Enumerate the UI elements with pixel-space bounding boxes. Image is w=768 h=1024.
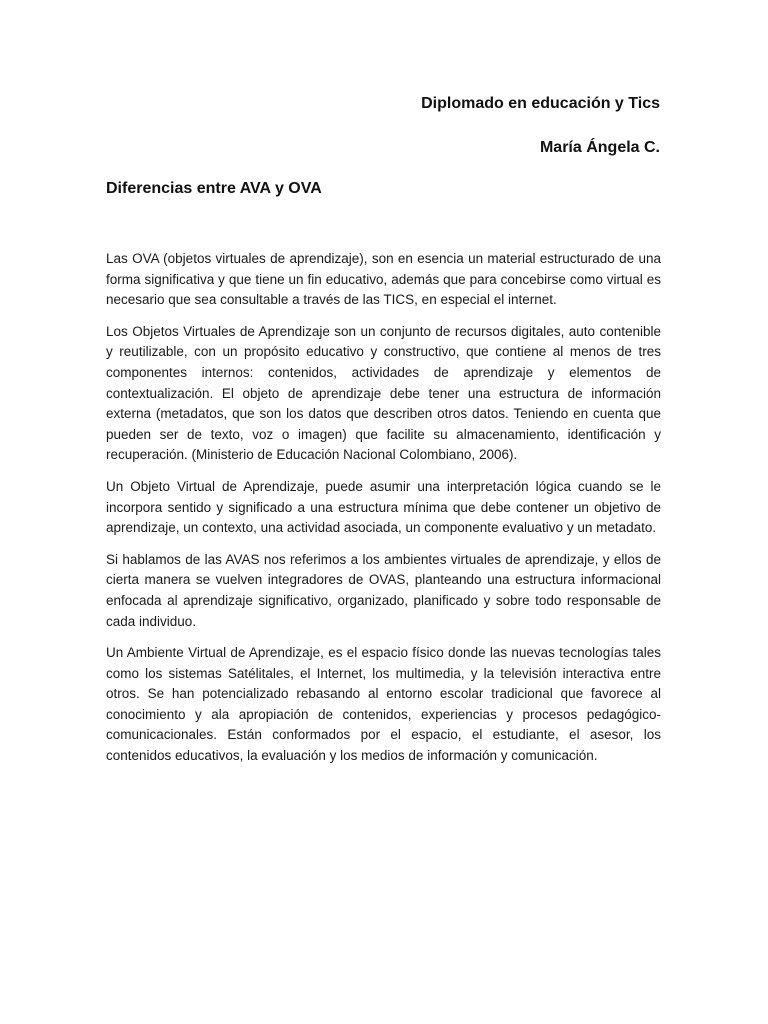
paragraph-ova-interpretation: Un Objeto Virtual de Aprendizaje, puede asumir una interpretación lógica cuando se le incorpora sentido y significado a una estructura mínima que debe contener un objetivo de aprendizaje, un contexto, una actividad asociada, un componente evaluativo y un metadato. [106,478,661,536]
author-heading: María Ángela C. [539,139,660,156]
paragraph-ova-components: Los Objetos Virtuales de Aprendizaje son un conjunto de recursos digitales, auto contenible y reutilizable, con un propósito educativo y constructivo, que contiene al menos de tres componentes internos: contenidos, actividades de aprendizaje y elementos de contextualización. El objeto de aprendizaje debe tener una estructura de información externa (metadatos, que son los datos que describen otros datos. Teniendo en cuenta que pueden ser de texto, voz o imagen) que facilite su almacenamiento, identificación y recuperación. (Ministerio de Educación Nacional Colombiano, 2006). [106,323,661,463]
document-body [106,249,661,778]
paragraph-avas: Si hablamos de las AVAS nos referimos a los ambientes virtuales de aprendizaje, y ellos de cierta manera se vuelven integradores de OVAS, planteando una estructura informacional enfocada al aprendizaje significativo, organizado, planificado y sobre todo responsable de cada individuo. [106,551,661,629]
course-heading: Diplomado en educación y Tics [421,95,660,112]
paragraph-ava-definition: Un Ambiente Virtual de Aprendizaje, es el espacio físico donde las nuevas tecnologías tales como los sistemas Satélitales, el Internet, los multimedia, y la televisión interactiva entre otros. Se han potencializado rebasando al entorno escolar tradicional que favorece al conocimiento y ala apropiación de contenidos, experiencias y procesos pedagógico-comunicacionales. Están conformados por el espacio, el estudiante, el asesor, los contenidos educativos, la evaluación y los medios de información y comunicación. [106,645,661,764]
document-title: Diferencias entre AVA y OVA [106,180,322,197]
paragraph-ova-definition: Las OVA (objetos virtuales de aprendizaje), son en esencia un material estructurado de una forma significativa y que tiene un fin educativo, además que para concebirse como virtual es necesario que sea consultable a través de las TICS, en especial el internet. [106,251,661,308]
